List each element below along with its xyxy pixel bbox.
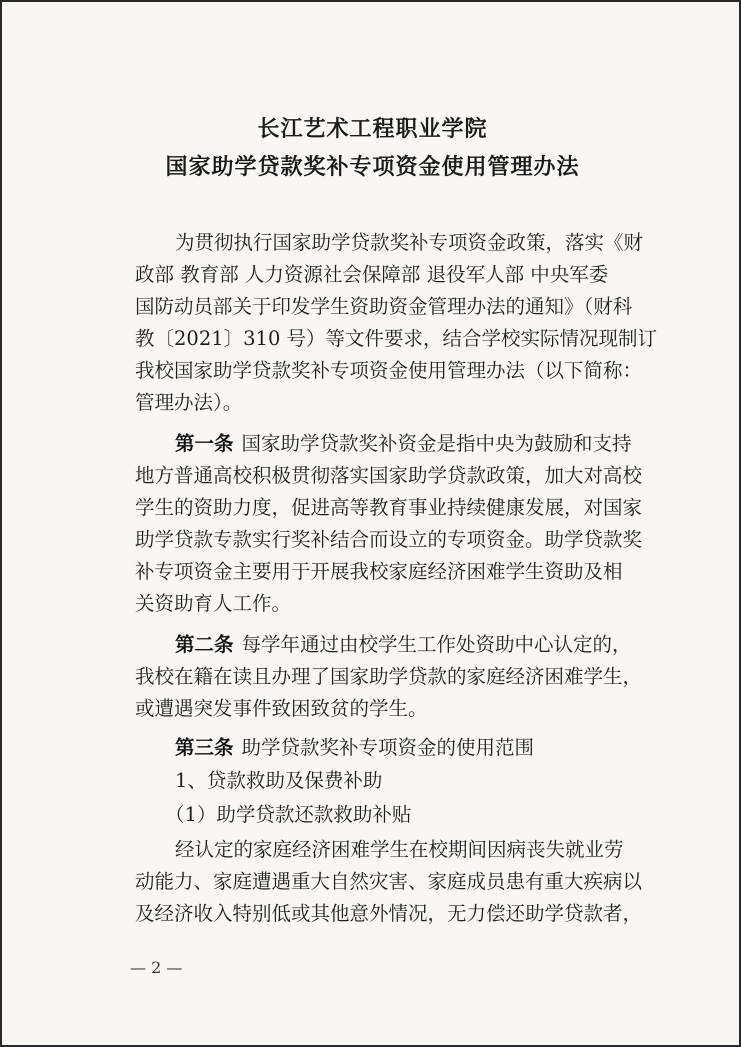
body-line: 经认定的家庭经济困难学生在校期间因病丧失就业劳 — [175, 838, 624, 861]
body-line: 或遭遇突发事件致困致贫的学生。 — [135, 697, 428, 720]
body-line: 政部 教育部 人力资源社会保障部 退役军人部 中央军委 — [135, 263, 609, 286]
article-2-heading: 第二条 — [175, 633, 234, 656]
body-line: 我校在籍在读且办理了国家助学贷款的家庭经济困难学生， — [135, 665, 643, 688]
body-line: 国防动员部关于印发学生资助资金管理办法的通知》（财科 — [135, 295, 633, 318]
body-line: 动能力、家庭遭遇重大自然灾害、家庭成员患有重大疾病以 — [135, 870, 643, 893]
body-line: 及经济收入特别低或其他意外情况，无力偿还助学贷款者， — [135, 902, 643, 925]
subsection-heading: 1、贷款救助及保费补助 — [175, 769, 383, 792]
body-line: 补专项资金主要用于开展我校家庭经济困难学生资助及相 — [135, 560, 623, 583]
article-1-line: 第一条 国家助学贷款奖补资金是指中央为鼓励和支持 — [2, 428, 741, 460]
body-line: 助学贷款专款实行奖补结合而设立的专项资金。助学贷款奖 — [135, 528, 643, 551]
document-title-line2: 国家助学贷款奖补专项资金使用管理办法 — [165, 154, 580, 180]
document-title-line1: 长江艺术工程职业学院 — [257, 116, 488, 142]
subsection-item: （1）助学贷款还款救助补贴 — [165, 803, 412, 826]
body-line: 学生的资助力度，促进高等教育事业持续健康发展，对国家 — [135, 496, 643, 519]
article-1-heading: 第一条 — [175, 432, 234, 455]
body-line: 为贯彻执行国家助学贷款奖补专项资金政策，落实《财 — [175, 231, 644, 254]
body-line: 管理办法）。 — [135, 391, 243, 414]
body-line: 关资助育人工作。 — [135, 592, 292, 615]
article-2-line: 第二条 每学年通过由校学生工作处资助中心认定的， — [2, 629, 741, 661]
article-3-line: 第三条 助学贷款奖补专项资金的使用范围 — [2, 732, 741, 764]
page-number: — 2 — — [130, 958, 183, 977]
body-line: 教〔2021〕310 号）等文件要求，结合学校实际情况现制订 — [135, 327, 658, 350]
body-line: 地方普通高校积极贯彻落实国家助学贷款政策，加大对高校 — [135, 464, 643, 487]
article-3-heading: 第三条 — [175, 736, 234, 759]
body-line: 我校国家助学贷款奖补专项资金使用管理办法（以下简称： — [135, 359, 643, 382]
